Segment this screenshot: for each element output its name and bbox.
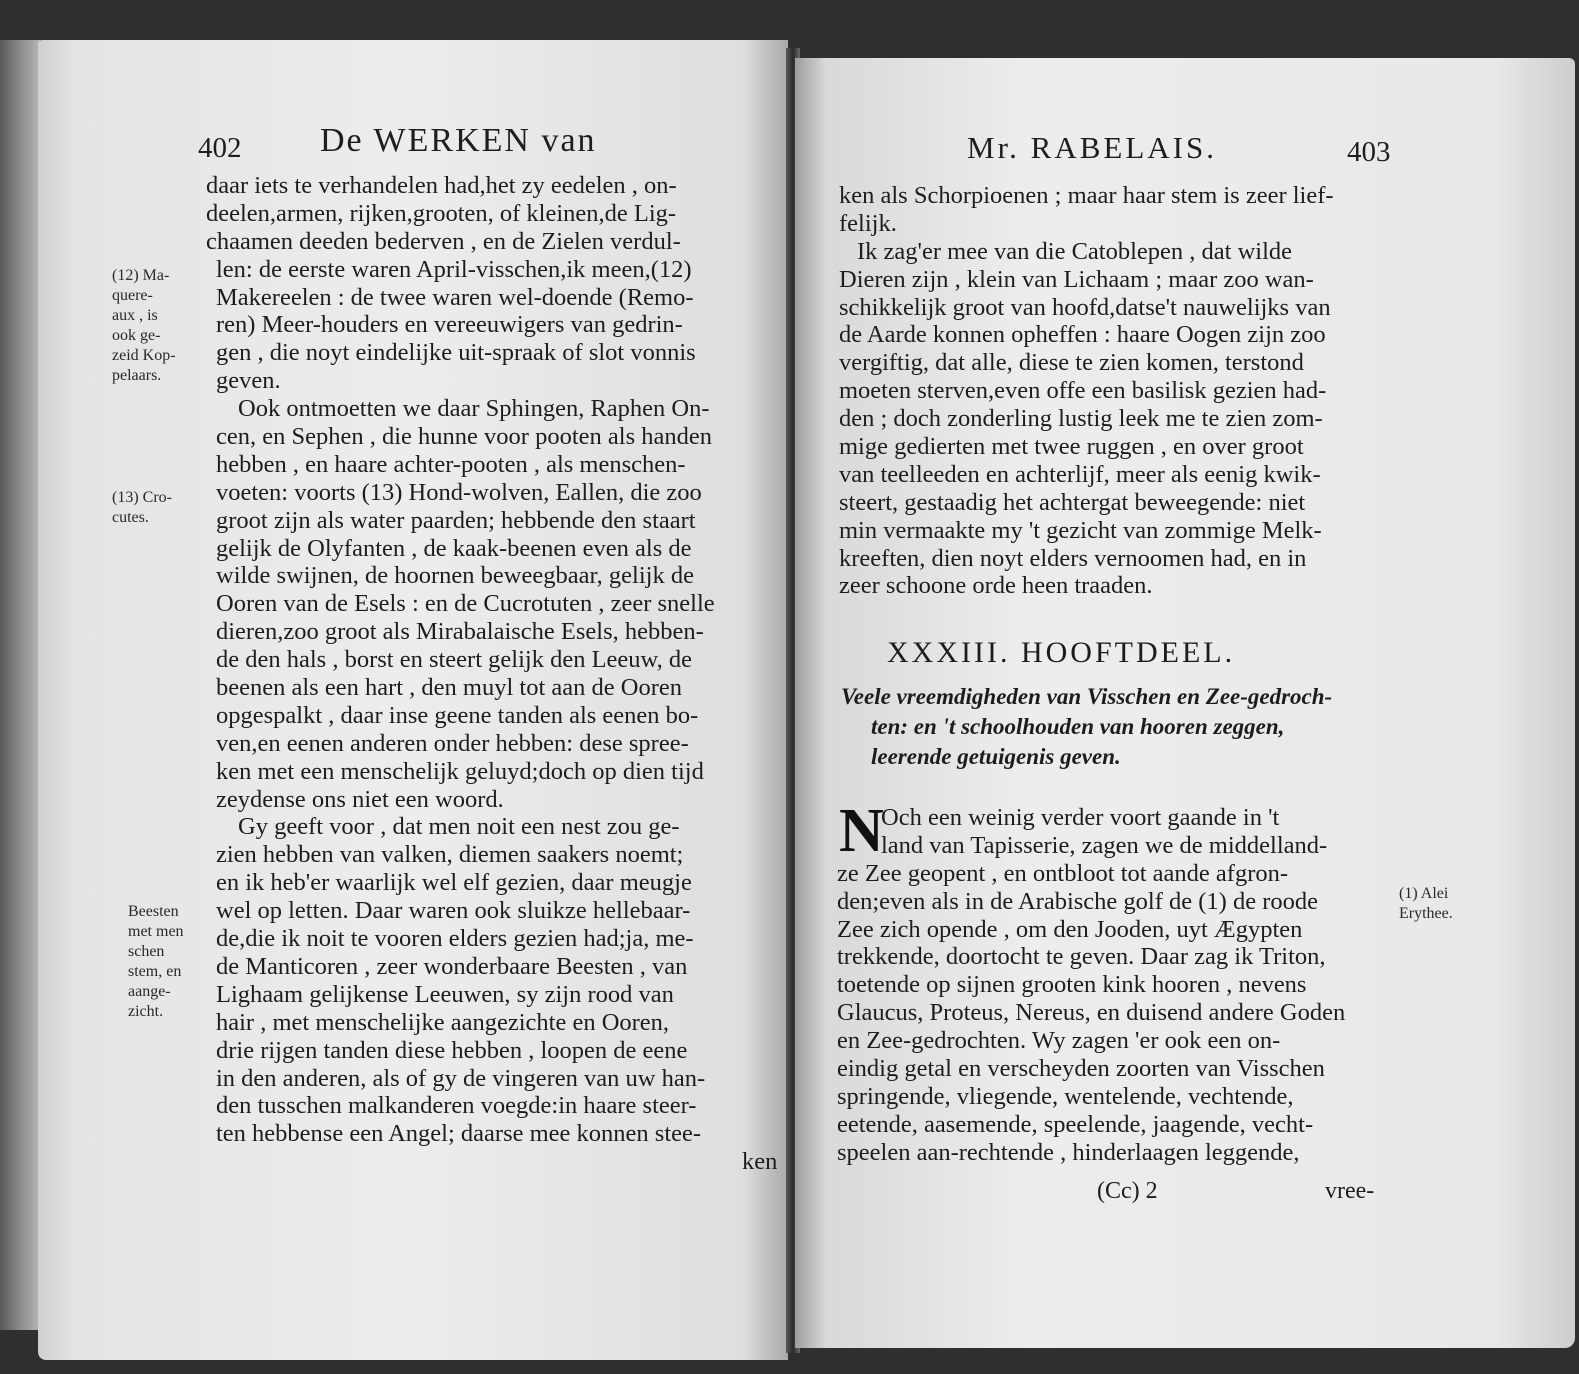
right-page	[795, 58, 1575, 1348]
text-line: speelen aan-rechtende , hinderlaagen leggende,	[837, 1138, 1300, 1166]
text-line: daar iets te verhandelen had,het zy eedelen , on-	[206, 172, 677, 199]
text-line: land van Tapisserie, zagen we de middelland-	[881, 831, 1328, 859]
text-line: leerende getuigenis geven.	[871, 744, 1121, 769]
book-edge	[0, 40, 40, 1330]
text-line: ken als Schorpioenen ; maar haar stem is zeer lief-	[839, 182, 1334, 209]
text-line: beenen als een hart , den muyl tot aan de Ooren	[216, 674, 683, 702]
catchword: vree-	[1325, 1178, 1375, 1204]
text-line: van teelleeden en achterlijf, meer als eenig kwik-	[839, 460, 1321, 488]
text-line: hebben , en haare achter-pooten , als menschen-	[216, 450, 686, 478]
text-line: min vermaakte my 't gezicht van zommige Melk-	[839, 516, 1322, 544]
text-line: den ; doch zonderling lustig leek me te zien zom-	[839, 405, 1323, 433]
text-line: Zee zich opende , om den Jooden, uyt Ægypten	[837, 915, 1303, 943]
text-line: geven.	[216, 367, 281, 395]
text-line: Lighaam gelijkense Leeuwen, sy zijn rood van	[216, 980, 674, 1008]
text-line: Och een weinig verder voort gaande in 't	[881, 804, 1280, 831]
signature-mark: (Cc) 2	[1097, 1178, 1158, 1204]
text-line: deelen,armen, rijken,grooten, of kleinen,de Lig-	[206, 199, 677, 227]
text-line: felijk.	[839, 209, 897, 237]
left-page-number: 402	[198, 132, 242, 164]
text-line: schikkelijk groot van hoofd,datse't nauwelijks van	[839, 293, 1331, 321]
text-line: Ooren van de Esels : en de Cucrotuten , zeer snelle	[216, 590, 715, 618]
text-line: Makereelen : de twee waren wel-doende (Remo-	[216, 283, 694, 311]
text-line: hair , met menschelijke aangezichte en Ooren,	[216, 1008, 670, 1036]
text-line: wel op letten. Daar waren ook sluikze hellebaar-	[216, 897, 691, 925]
text-line: eetende, aasemende, speelende, jaagende, vecht-	[837, 1110, 1314, 1138]
text-line: chaamen deeden bederven , en de Zielen verdul-	[206, 227, 681, 255]
right-page-number: 403	[1347, 136, 1391, 168]
margin-note-1: (1) Alei Erythee.	[1399, 885, 1453, 922]
text-line: vergiftig, dat alle, diese te zien komen, terstond	[839, 349, 1304, 377]
text-line: Gy geeft voor , dat men noit een nest zou ge-	[238, 813, 680, 841]
text-line: zien hebben van valken, diemen saakers noemt;	[216, 841, 684, 869]
left-page	[38, 40, 788, 1360]
text-line: Veele vreemdigheden van Visschen en Zee-gedroch-	[841, 684, 1333, 709]
text-line: dieren,zoo groot als Mirabalaische Esels, hebben-	[216, 618, 704, 646]
text-line: ze Zee geopent , en ontbloot tot aande afgron-	[837, 859, 1289, 887]
text-line: en ik heb'er waarlijk wel elf gezien, daar meugje	[216, 869, 692, 897]
text-line: in den anderen, als of gy de vingeren van uw han-	[216, 1064, 706, 1092]
text-line: de den hals , borst en steert gelijk den Leeuw, de	[216, 646, 693, 674]
text-line: Ook ontmoetten we daar Sphingen, Raphen On-	[238, 395, 710, 423]
text-line: cen, en Sephen , die hunne voor pooten als handen	[216, 423, 712, 451]
text-line: toetende op sijnen grooten kink hooren , nevens	[837, 971, 1307, 999]
text-line: de,die ik noit te vooren elders gezien had;ja, me-	[216, 925, 694, 953]
text-line: Ik zag'er mee van die Catoblepen , dat wilde	[857, 237, 1293, 265]
text-line: Glaucus, Proteus, Nereus, en duisend andere Goden	[837, 999, 1346, 1027]
text-line: steert, gestaadig het achtergat beweegende: niet	[839, 488, 1306, 516]
text-line: ven,en eenen anderen onder hebben: dese spree-	[216, 729, 689, 757]
text-line: ren) Meer-houders en vereeuwigers van gedrin-	[216, 311, 683, 339]
margin-note-beesten: Beesten met men schen stem, en aange- zicht.	[128, 903, 184, 1020]
text-line: ken met een menschelijk geluyd;doch op dien tijd	[216, 757, 704, 785]
text-line: en Zee-gedrochten. Wy zagen 'er ook een on-	[837, 1027, 1281, 1055]
left-running-head: De WERKEN van	[320, 122, 597, 159]
text-line: Dieren zijn , klein van Lichaam ; maar zoo wan-	[839, 265, 1314, 293]
left-body-text	[206, 172, 778, 1176]
text-line: zeydense ons niet een woord.	[216, 785, 504, 813]
text-line: den;even als in de Arabische golf de (1) de roode	[837, 887, 1318, 915]
chapter-title: XXXIII. HOOFTDEEL.	[887, 636, 1236, 669]
text-line: den tusschen malkanderen voegde:in haare steer-	[216, 1092, 697, 1120]
text-line: springende, vliegende, wentelende, vechtende,	[837, 1082, 1294, 1110]
text-line: drie rijgen tanden diese hebben , loopen de eene	[216, 1036, 688, 1064]
text-line: gelijk de Olyfanten , de kaak-beenen even als de	[216, 534, 692, 562]
right-top-text	[839, 182, 1399, 600]
text-line: opgespalkt , daar inse geene tanden als eenen bo-	[216, 701, 699, 729]
text-line: ten: en 't schoolhouden van hooren zeggen,	[871, 714, 1285, 739]
text-line: eindig getal en verscheyden zoorten van Visschen	[837, 1055, 1325, 1083]
text-line: de Aarde konnen opheffen : haare Oogen zijn zoo	[839, 321, 1326, 349]
text-line: moeten sterven,even offe een basilisk gezien had-	[839, 377, 1327, 405]
drop-cap: N	[839, 797, 884, 865]
text-line: de Manticoren , zeer wonderbaare Beesten , van	[216, 952, 688, 980]
text-line: zeer schoone orde heen traaden.	[839, 572, 1153, 600]
margin-note-12: (12) Ma- quere- aux , is ook ge- zeid Kop- pelaars.	[112, 267, 176, 384]
text-line: voeten: voorts (13) Hond-wolven, Eallen, die zoo	[216, 478, 702, 506]
text-line: len: de eerste waren April-visschen,ik meen,(12)	[216, 255, 692, 283]
text-line: trekkende, doortocht te geven. Daar zag ik Triton,	[837, 943, 1326, 971]
text-line: wilde swijnen, de hoornen beweegbaar, gelijk de	[216, 562, 694, 590]
text-line: groot zijn als water paarden; hebbende den staart	[216, 506, 696, 534]
right-running-head: Mr. RABELAIS.	[967, 130, 1217, 165]
margin-note-13: (13) Cro- cutes.	[112, 489, 172, 526]
text-line: kreeften, dien noyt elders vernoomen had, en in	[839, 544, 1307, 572]
text-line: ten hebbense een Angel; daarse mee konnen stee-	[216, 1120, 702, 1148]
text-line: mige gedierten met twee ruggen , en over groot	[839, 433, 1304, 461]
text-line: ken	[742, 1148, 778, 1176]
chapter-summary	[841, 682, 1401, 772]
right-body-text	[837, 804, 1397, 1167]
text-line: gen , die noyt eindelijke uit-spraak of slot vonnis	[216, 339, 696, 367]
